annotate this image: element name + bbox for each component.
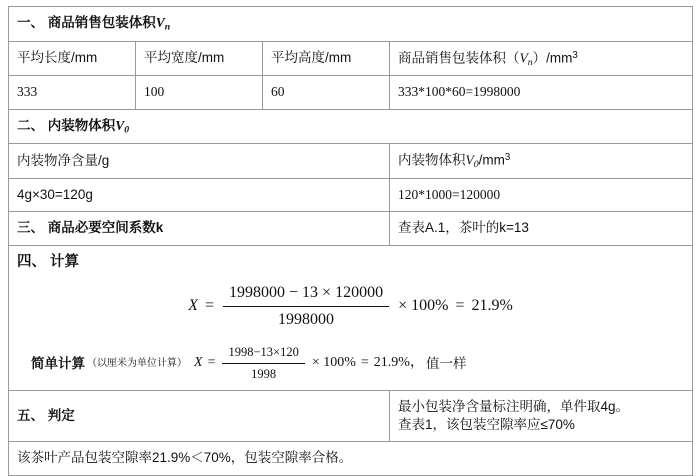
s1-value-length: 333 bbox=[9, 76, 136, 109]
section-1-heading-text: 一、 商品销售包装体积 bbox=[17, 15, 156, 30]
s2-header-inner-volume-exponent: 3 bbox=[504, 152, 511, 164]
section-2-heading-subscript: 0 bbox=[124, 124, 130, 136]
main-formula-numerator: 1998000 − 13 × 120000 bbox=[223, 282, 389, 307]
simple-formula-result: 21.9%， bbox=[373, 355, 424, 371]
simple-formula bbox=[194, 344, 424, 383]
section-1-heading-variable: V bbox=[155, 15, 165, 30]
table-row bbox=[9, 442, 693, 475]
main-formula-result-equals: = bbox=[455, 297, 465, 315]
simple-formula-result-equals: = bbox=[360, 355, 369, 371]
s1-col-header-height: 平均高度/mm bbox=[263, 41, 390, 76]
section-2-heading bbox=[9, 109, 693, 144]
simple-formula-equals: = bbox=[207, 355, 216, 371]
main-formula-result: 21.9% bbox=[471, 297, 513, 315]
simple-calculation-row bbox=[17, 344, 684, 383]
simple-formula-fraction bbox=[222, 344, 304, 383]
section-2-heading-text: 二、 内装物体积 bbox=[17, 117, 116, 133]
table-row bbox=[9, 245, 693, 391]
simple-formula-numerator: 1998−13×120 bbox=[222, 344, 304, 364]
s2-value-net-content: 4g×30=120g bbox=[9, 179, 390, 212]
section-4-heading: 四、 计算 bbox=[17, 253, 80, 270]
section-3-heading: 三、 商品必要空间系数k bbox=[9, 212, 390, 245]
s2-header-inner-volume-subscript: 0 bbox=[473, 158, 479, 170]
s5-requirement-line2: 查表1，该包装空隙率应≤70% bbox=[398, 417, 575, 433]
s1-col-header-volume-exponent: 3 bbox=[572, 49, 578, 61]
table-row bbox=[9, 41, 693, 76]
s2-header-net-content: 内装物净含量/g bbox=[9, 144, 390, 179]
main-formula-fraction bbox=[223, 282, 389, 330]
s1-col-header-volume-variable: V bbox=[519, 49, 528, 65]
s1-col-header-volume-suffix: ）/mm bbox=[532, 49, 573, 65]
simple-calculation-label: 简单计算 bbox=[31, 355, 85, 371]
s3-value-coefficient: 查表A.1，茶叶的k=13 bbox=[390, 212, 693, 245]
section-1-heading bbox=[9, 7, 693, 42]
table-row bbox=[9, 179, 693, 212]
s1-value-width: 100 bbox=[136, 76, 263, 109]
s2-header-inner-volume-suffix: /mm bbox=[478, 152, 505, 168]
section-5-heading: 五、 判定 bbox=[9, 391, 390, 442]
s1-value-height: 60 bbox=[263, 76, 390, 109]
simple-formula-tail: 值一样 bbox=[425, 355, 467, 371]
section-4-calculation bbox=[9, 245, 693, 391]
main-formula-lhs: X bbox=[188, 297, 198, 315]
s1-value-volume: 333*100*60=1998000 bbox=[390, 76, 693, 109]
s5-conclusion: 该茶叶产品包装空隙率21.9%＜70%，包装空隙率合格。 bbox=[9, 442, 693, 475]
main-formula-equals: = bbox=[204, 297, 215, 315]
s2-value-inner-volume: 120*1000=120000 bbox=[390, 179, 693, 212]
s5-requirement-line1: 最小包装净含量标注明确，单件取4g。 bbox=[398, 399, 630, 414]
main-formula bbox=[17, 282, 684, 330]
table-row bbox=[9, 76, 693, 109]
s1-col-header-volume-prefix: 商品销售包装体积（ bbox=[398, 49, 520, 65]
calculation-sheet bbox=[8, 6, 693, 476]
s2-header-inner-volume-variable: V bbox=[465, 152, 474, 168]
table-row bbox=[9, 7, 693, 42]
simple-formula-multiplier: × 100% bbox=[311, 355, 356, 371]
simple-calculation-note: （以厘米为单位计算） bbox=[87, 357, 187, 369]
main-formula-multiplier: × 100% bbox=[398, 297, 449, 315]
section-1-heading-subscript: n bbox=[164, 21, 171, 33]
main-formula-denominator: 1998000 bbox=[278, 310, 335, 328]
s1-col-header-volume bbox=[390, 41, 693, 76]
simple-formula-lhs: X bbox=[194, 355, 203, 371]
section-2-heading-variable: V bbox=[115, 117, 125, 133]
s1-col-header-width: 平均宽度/mm bbox=[136, 41, 263, 76]
s5-requirement bbox=[390, 391, 693, 442]
s1-col-header-volume-subscript: n bbox=[527, 56, 533, 68]
table-row bbox=[9, 144, 693, 179]
s1-col-header-length: 平均长度/mm bbox=[9, 41, 136, 76]
table-row bbox=[9, 109, 693, 144]
table-row bbox=[9, 391, 693, 442]
table-row bbox=[9, 212, 693, 245]
simple-formula-denominator: 1998 bbox=[251, 367, 277, 382]
s2-header-inner-volume bbox=[390, 144, 693, 179]
s2-header-inner-volume-prefix: 内装物体积 bbox=[398, 152, 466, 168]
